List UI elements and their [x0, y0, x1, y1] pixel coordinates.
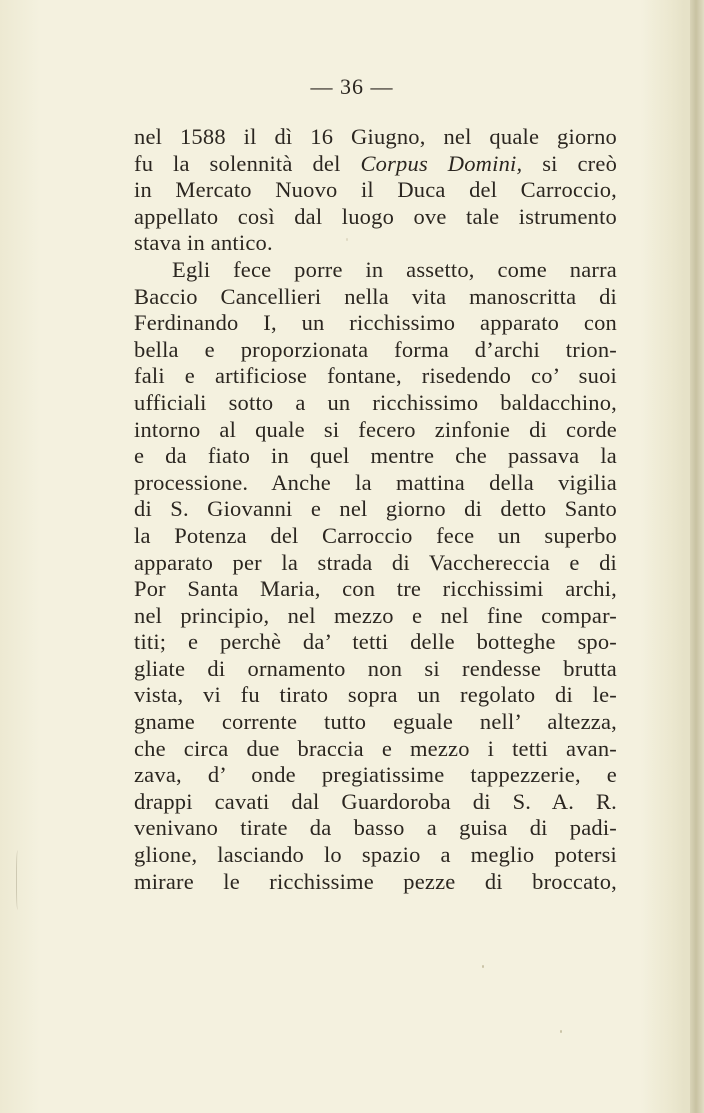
- text-line: apparato per la strada di Vacchereccia e di: [134, 549, 617, 575]
- text-line: venivano tirate da basso a guisa di padi-: [134, 815, 617, 841]
- text-line: nel 1588 il dì 16 Giugno, nel quale giorno: [134, 124, 617, 149]
- text-fragment: fu la solennità del: [134, 150, 361, 176]
- paragraph-start-line: Egli fece porre in assetto, come narra: [172, 256, 617, 282]
- text-line: fali e artificiose fontane, risedendo co’ suoi: [134, 363, 617, 389]
- text-line: [134, 151, 617, 178]
- paragraph-end-line: stava in antico.: [134, 230, 273, 256]
- paper-speck: [482, 965, 484, 968]
- text-line: Por Santa Maria, con tre ricchissimi archi,: [134, 576, 617, 602]
- text-line: Baccio Cancellieri nella vita manoscritta di: [134, 283, 617, 309]
- text-line: drappi cavati dal Guardoroba di S. A. R.: [134, 788, 617, 814]
- text-line: zava, d’ onde pregiatissime tappezzerie, e: [134, 762, 617, 788]
- text-line: gname corrente tutto eguale nell’ altezza,: [134, 709, 617, 735]
- paper-speck: [560, 1030, 562, 1033]
- text-line: vista, vi fu tirato sopra un regolato di le-: [134, 682, 617, 708]
- text-line: glione, lasciando lo spazio a meglio potersi: [134, 842, 617, 868]
- text-line: mirare le ricchissime pezze di broccato,: [134, 868, 617, 894]
- text-fragment: si creò: [522, 150, 618, 176]
- text-line: che circa due braccia e mezzo i tetti avan-: [134, 735, 617, 761]
- text-line: titi; e perchè da’ tetti delle botteghe spo-: [134, 629, 617, 655]
- text-line: la Potenza del Carroccio fece un superbo: [134, 522, 617, 548]
- text-line: ufficiali sotto a un ricchissimo baldacchino,: [134, 389, 617, 415]
- text-line: gliate di ornamento non si rendesse brutta: [134, 655, 617, 681]
- text-line: nel principio, nel mezzo e nel fine compar-: [134, 602, 617, 628]
- body-text: [134, 124, 617, 895]
- text-line: Ferdinando I, un ricchissimo apparato con: [134, 310, 617, 336]
- text-line: e da fiato in quel mentre che passava la: [134, 443, 617, 469]
- text-line: di S. Giovanni e nel giorno di detto Santo: [134, 496, 617, 522]
- text-line: appellato così dal luogo ove tale istrumento: [134, 203, 617, 229]
- text-line: processione. Anche la mattina della vigilia: [134, 469, 617, 495]
- italic-title-corpus-domini: Corpus Domini,: [360, 150, 523, 176]
- text-line: bella e proporzionata forma d’archi trion-: [134, 336, 617, 362]
- text-line: intorno al quale si fecero zinfonie di corde: [134, 416, 617, 442]
- text-line: in Mercato Nuovo il Duca del Carroccio,: [134, 177, 617, 203]
- page-binding-mark: [16, 850, 20, 910]
- page-edge-shadow: [690, 0, 704, 1113]
- paper-speck: [346, 238, 348, 241]
- page-number: — 36 —: [310, 74, 394, 99]
